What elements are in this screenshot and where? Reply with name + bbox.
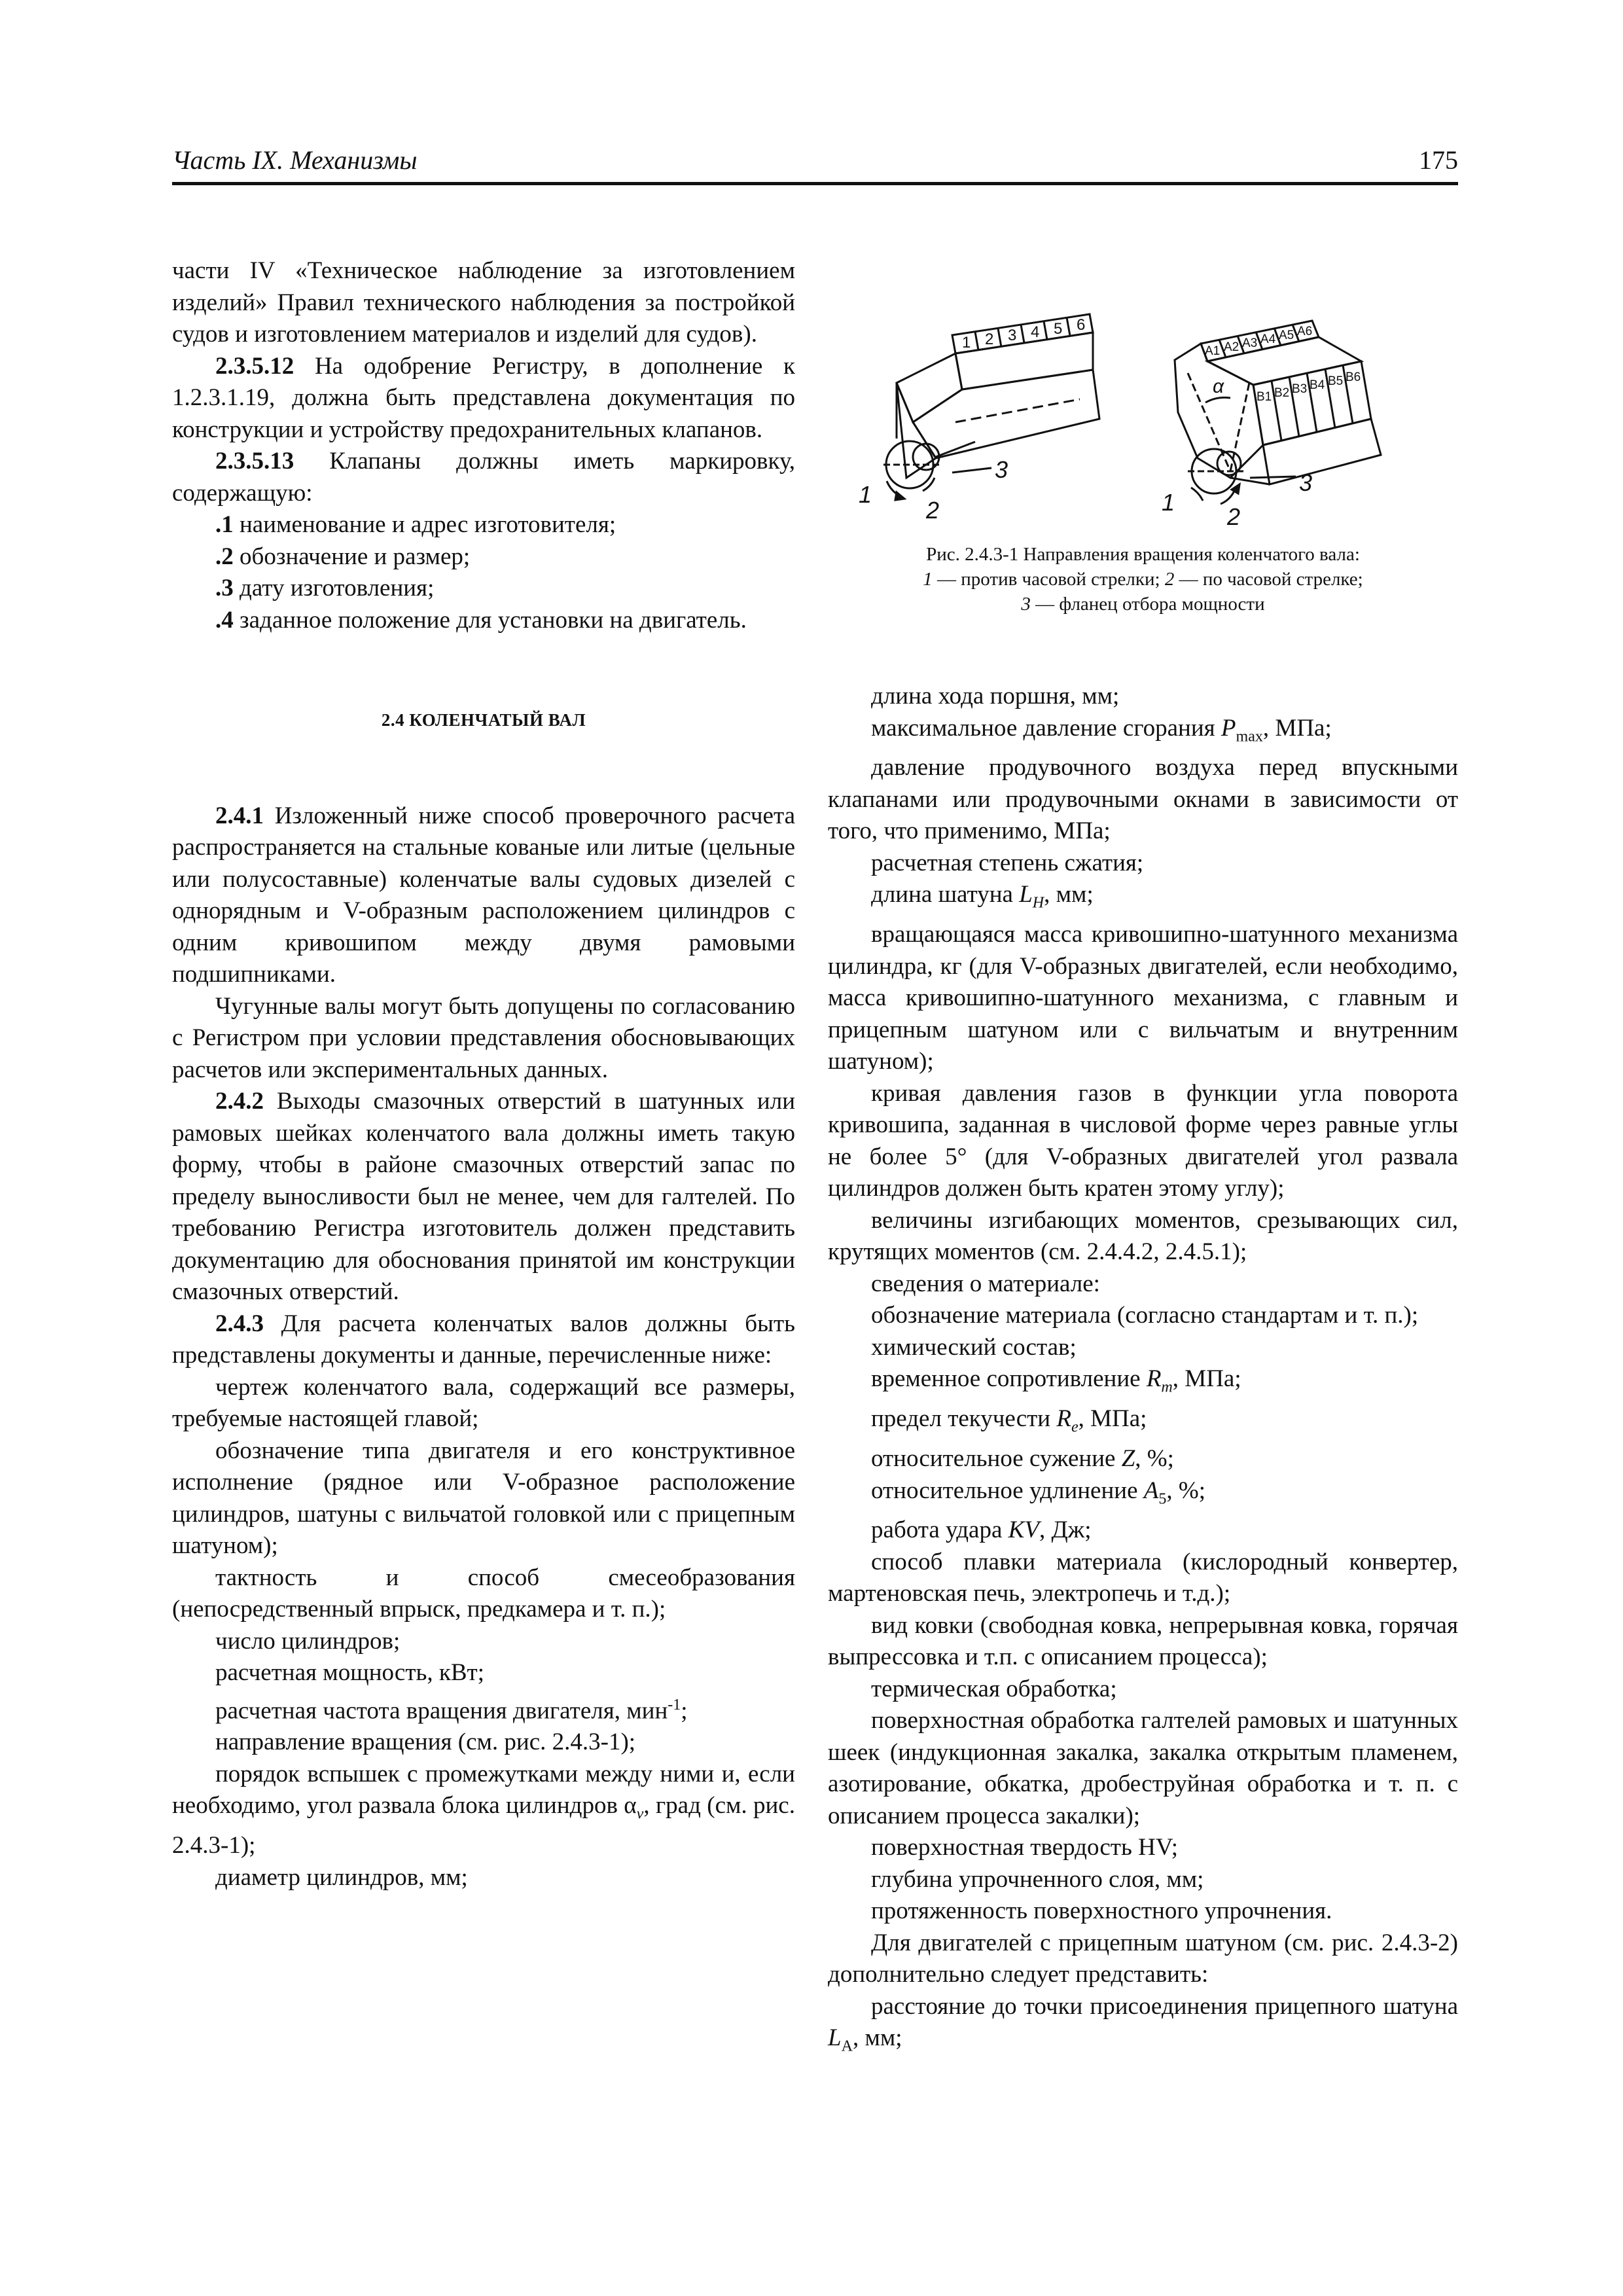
subscript: 5 (1158, 1490, 1167, 1507)
list-item: химический состав; (871, 1333, 1077, 1361)
list-item: число цилиндров; (215, 1627, 401, 1655)
item-text: , Дж; (1039, 1516, 1092, 1544)
item-text: работа удара (871, 1516, 1008, 1544)
item-text: порядок вспышек с промежутками между ними и, если необходимо, угол развала блока цилиндров α (172, 1760, 795, 1820)
item-text: ; (681, 1696, 688, 1724)
arrow-head (895, 492, 904, 500)
caption-line (828, 567, 1458, 592)
figure-caption (828, 542, 1458, 617)
bank-a-label: A1 (1205, 344, 1221, 358)
item-text: расчетная частота вращения двигателя, мин (215, 1696, 668, 1724)
list-item: глубина упрочненного слоя, мм; (871, 1865, 1204, 1893)
running-header (172, 143, 1458, 185)
list-item (828, 1515, 1458, 1547)
list-item: термическая обработка; (871, 1675, 1117, 1702)
label-3: 3 (995, 456, 1008, 483)
subscript: e (1071, 1418, 1079, 1436)
cylinder-number: 5 (1054, 320, 1063, 338)
item-text: , %; (1135, 1445, 1174, 1473)
list-text: наименование и адрес изготовителя; (233, 511, 616, 538)
item-text: длина шатуна (871, 881, 1020, 908)
subscript: m (1161, 1378, 1173, 1396)
item-text: , град (см. рис. 2.4.3-1); (172, 1792, 795, 1859)
item-text: , мм; (852, 2024, 902, 2052)
header-title: Часть IX. Механизмы (172, 145, 418, 175)
bank-b-label: B6 (1346, 370, 1361, 384)
paragraph-2-4-3 (172, 1308, 795, 1372)
list-item (172, 605, 795, 637)
bank-b-label: B2 (1274, 386, 1290, 400)
variable: Z (1121, 1445, 1135, 1473)
crankshaft-rotation-figure (844, 281, 1459, 543)
bank-b-label: B3 (1292, 382, 1308, 396)
bank-a-label: A5 (1279, 329, 1294, 342)
bank-a-label: A2 (1224, 340, 1240, 354)
variable: R (1056, 1405, 1071, 1433)
list-item: вид ковки (свободная ковка, непрерывная ковка, горячая выпрессовка и т.п. с описанием процесса); (828, 1611, 1458, 1671)
variable: R (1146, 1365, 1162, 1393)
list-text: дату изготовления; (233, 575, 435, 601)
superscript: -1 (668, 1696, 681, 1713)
list-item: тактность и способ смесеобразования (непосредственный впрыск, предкамера и т. п.); (172, 1564, 795, 1623)
item-text: временное сопротивление (871, 1365, 1147, 1393)
list-item: расчетная мощность, кВт; (215, 1659, 484, 1686)
v-engine-drawing (1162, 321, 1381, 530)
list-item: направление вращения (см. рис. 2.4.3-1); (215, 1729, 636, 1756)
variable: A (1143, 1477, 1159, 1504)
bank-a-label: A3 (1242, 336, 1258, 350)
list-item: протяженность поверхностного упрочнения. (871, 1897, 1332, 1925)
list-item (828, 879, 1458, 919)
list-item (828, 1403, 1458, 1443)
paragraph: Для двигателей с прицепным шатуном (см. рис. 2.4.3-2) дополнительно следует представить: (828, 1929, 1458, 1988)
page-number: 175 (1419, 145, 1458, 175)
item-text: предел текучести (871, 1405, 1057, 1433)
list-number: .4 (215, 606, 234, 634)
bank-a-label: A4 (1260, 332, 1276, 346)
variable: L (828, 2024, 842, 2052)
cylinder-number: 4 (1031, 323, 1040, 341)
list-item: обозначение типа двигателя и его конструктивное исполнение (рядное или V-образное расположение цилиндров, шатуны с вильчатой головкой или с прицепным шатуном); (172, 1437, 795, 1559)
list-text: заданное положение для установки на двигатель. (233, 606, 747, 634)
variable: L (1019, 881, 1033, 908)
alpha-label: α (1213, 376, 1224, 397)
list-item: сведения о материале: (871, 1270, 1100, 1297)
caption-text: — фланец отбора мощности (1030, 594, 1265, 615)
paragraph-text: Выходы смазочных отверстий в шатунных или рамовых шейках коленчатого вала должны иметь такую форму, чтобы в районе смазочных отверстий запас по пределу выносливости был не менее, чем для галтелей. По требованию Регистра изготовитель должен представить документацию для обоснования принятой им конструкции смазочных отверстий. (172, 1088, 795, 1305)
caption-number: 2 (1164, 569, 1175, 590)
list-number: .2 (215, 543, 234, 570)
clause-number: 2.3.5.12 (215, 352, 294, 380)
subscript: v (636, 1805, 644, 1823)
edge (1230, 478, 1270, 484)
item-text: относительное сужение (871, 1445, 1122, 1473)
paragraph-2-3-5-12 (172, 351, 795, 446)
bank-b-label: B4 (1310, 378, 1325, 392)
caption-text: — по часовой стрелке; (1174, 569, 1363, 590)
cylinder-number: 6 (1077, 316, 1086, 334)
item-text: , МПа; (1078, 1405, 1147, 1433)
subscript: max (1236, 727, 1263, 745)
list-number: .1 (215, 511, 234, 538)
list-item: кривая давления газов в функции угла поворота кривошипа, заданная в числовой форме через равные углы не более 5° (для V-образных двигателей угол развала цилиндров должен быть кратен этому углу); (828, 1079, 1458, 1202)
clause-number: 2.3.5.13 (215, 448, 294, 475)
list-item: вращающаяся масса кривошипно-шатунного механизма цилиндра, кг (для V-образных двигателей, если необходимо, масса кривошипно-шатунного механизма, с главным и прицепным шатуном или с вильчатым и внутренним шатуном); (828, 921, 1458, 1075)
item-text: , МПа; (1262, 714, 1332, 742)
list-text: обозначение и размер; (233, 543, 471, 570)
bank-b-label: B5 (1328, 374, 1344, 388)
list-item (172, 509, 795, 541)
list-item: чертеж коленчатого вала, содержащий все размеры, требуемые настоящей главой; (172, 1373, 795, 1432)
engine-drawing (844, 281, 1459, 543)
list-item (172, 1759, 795, 1862)
clause-number: 2.4.2 (215, 1088, 264, 1115)
item-text: максимальное давление сгорания (871, 714, 1221, 742)
list-item: поверхностная обработка галтелей рамовых и шатунных шеек (индукционная закалка, закалка открытым пламенем, азотирование, обкатка, дробеструйная обработка и т. п. с описанием процесса закалки); (828, 1707, 1458, 1829)
label-1: 1 (1162, 489, 1175, 516)
paragraph-2-4-1 (172, 800, 795, 991)
clause-number: 2.4.1 (215, 802, 264, 829)
list-item: давление продувочного воздуха перед впускными клапанами или продувочными окнами в зависимости от того, что применимо, МПа; (828, 754, 1458, 845)
caption-line (828, 592, 1458, 617)
leader-line (1250, 476, 1296, 478)
subscript: H (1032, 894, 1044, 912)
inline-engine-drawing (859, 314, 1099, 524)
item-text: расстояние до точки присоединения прицепного шатуна (871, 1992, 1458, 2020)
list-item: способ плавки материала (кислородный конвертер, мартеновская печь, электропечь и т.д.); (828, 1548, 1458, 1607)
paragraph-2-3-5-13 (172, 446, 795, 509)
list-item (172, 541, 795, 573)
variable: P (1221, 714, 1236, 742)
bank-a-label: A6 (1297, 325, 1313, 338)
bank-b-label: B1 (1257, 390, 1272, 404)
leader-line (952, 468, 991, 473)
label-2: 2 (1227, 503, 1241, 530)
item-text: , мм; (1044, 881, 1094, 908)
right-column (828, 681, 1458, 2062)
list-item (828, 1475, 1458, 1515)
label-1: 1 (859, 481, 872, 508)
paragraph-text: На одобрение Регистру, в дополнение к 1.2.3.1.19, должна быть представлена документация по конструкции и устройству предохранительных клапанов. (172, 352, 795, 443)
list-item (172, 1689, 795, 1727)
variable: KV (1008, 1516, 1039, 1544)
paragraph-2-4-2 (172, 1086, 795, 1308)
list-item: поверхностная твердость HV; (871, 1834, 1179, 1861)
list-item (172, 573, 795, 605)
cylinder-axis (1188, 373, 1230, 471)
crankcase (913, 370, 1099, 458)
caption-number: 3 (1021, 594, 1031, 615)
label-2: 2 (926, 497, 940, 524)
list-item: величины изгибающих моментов, срезывающих сил, крутящих моментов (см. 2.4.4.2, 2.4.5.1); (828, 1206, 1458, 1266)
crankcase-end (897, 383, 936, 478)
list-item: длина хода поршня, мм; (871, 683, 1120, 709)
item-text: относительное удлинение (871, 1477, 1144, 1504)
cylinder-number: 2 (985, 331, 994, 348)
list-number: .3 (215, 575, 234, 601)
left-column (172, 255, 795, 1893)
item-text: , %; (1166, 1477, 1205, 1504)
caption-line: Рис. 2.4.3-1 Направления вращения коленчатого вала: (926, 544, 1360, 565)
paragraph: Чугунные валы могут быть допущены по согласованию с Регистром при условии представления обосновывающих расчетов или экспериментальных данных. (172, 992, 795, 1083)
clause-number: 2.4.3 (215, 1310, 264, 1337)
item-text: , МПа; (1172, 1365, 1241, 1393)
list-item (828, 1991, 1458, 2062)
list-item: диаметр цилиндров, мм; (215, 1863, 468, 1891)
list-item (828, 1443, 1458, 1475)
caption-text: — против часовой стрелки; (932, 569, 1165, 590)
list-item (828, 1363, 1458, 1403)
subscript: A (841, 2037, 853, 2055)
cylinder-number: 3 (1008, 327, 1017, 344)
shaft-axis (955, 399, 1080, 422)
section-heading: 2.4 КОЛЕНЧАТЫЙ ВАЛ (381, 710, 586, 730)
caption-number: 1 (923, 569, 933, 590)
paragraph-text: Клапаны должны иметь маркировку, содержащую: (172, 448, 795, 507)
cylinder-number: 1 (962, 334, 971, 351)
list-item (828, 713, 1458, 753)
paragraph-text: Для расчета коленчатых валов должны быть представлены документы и данные, перечисленные ниже: (172, 1310, 795, 1369)
paragraph-text: Изложенный ниже способ проверочного расчета распространяется на стальные кованые или литые (цельные или полусоставные) коленчатые валы судовых дизелей с однорядным и V-образным расположением цилиндров с одним кривошипом между двумя рамовыми подшипниками. (172, 802, 795, 988)
paragraph: части IV «Техническое наблюдение за изготовлением изделий» Правил технического наблюдения за постройкой судов и изготовлением материалов и изделий для судов). (172, 257, 795, 348)
v-angle-arc (1205, 397, 1230, 403)
label-3: 3 (1299, 469, 1313, 496)
list-item: расчетная степень сжатия; (871, 849, 1144, 876)
list-item: обозначение материала (согласно стандартам и т. п.); (871, 1302, 1419, 1329)
